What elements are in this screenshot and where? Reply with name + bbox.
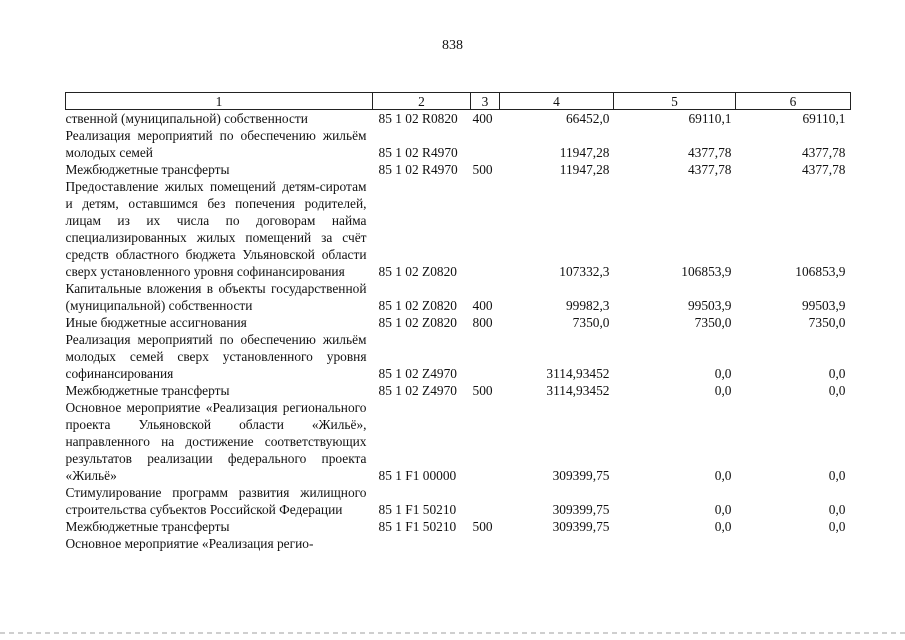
row-value-col5: 106853,9 (681, 264, 732, 279)
table-row (66, 314, 851, 331)
row-expense-type (471, 331, 500, 382)
row-value-col5: 0,0 (714, 468, 732, 483)
row-name: Межбюджетные трансферты (65, 519, 230, 534)
table-row (66, 484, 851, 518)
row-value-col6: 0,0 (828, 468, 846, 483)
table-row (66, 280, 851, 314)
row-value-col5: 7350,0 (694, 315, 732, 330)
row-code: 85 1 02 R4970 (378, 145, 458, 160)
row-value-col5: 0,0 (714, 502, 732, 517)
row-code: 85 1 F1 00000 (378, 468, 457, 483)
row-value-col5: 0,0 (714, 519, 732, 534)
row-value-col6: 7350,0 (808, 315, 846, 330)
scan-edge-artifact (0, 632, 905, 634)
header-col-4: 4 (500, 93, 614, 110)
row-expense-type (471, 484, 500, 518)
row-value-col4: 7350,0 (572, 315, 610, 330)
row-code: 85 1 02 R4970 (378, 162, 458, 177)
table-row (66, 110, 851, 128)
table-header (66, 93, 851, 110)
row-value-col4: 3114,93452 (546, 383, 610, 398)
row-name: Основное мероприятие «Реализация регионального проекта Ульяновской области «Жильё», направленного на достижение соответствующих результатов реализации федерального проекта «Жильё» (65, 400, 367, 483)
row-code: 85 1 F1 50210 (378, 502, 457, 517)
row-value-col5: 4377,78 (687, 162, 732, 177)
header-col-1: 1 (66, 93, 373, 110)
row-expense-type (471, 178, 500, 280)
row-value-col6: 4377,78 (801, 145, 846, 160)
row-code: 85 1 F1 50210 (378, 519, 457, 534)
row-value-col5 (614, 535, 736, 552)
row-value-col5: 0,0 (714, 366, 732, 381)
row-code: 85 1 02 Z4970 (378, 383, 457, 398)
table-row (66, 399, 851, 484)
row-expense-type: 400 (472, 111, 493, 126)
row-value-col4: 309399,75 (552, 468, 610, 483)
row-name: Реализация мероприятий по обеспечению жильём молодых семей (65, 128, 367, 160)
row-value-col4: 66452,0 (565, 111, 610, 126)
row-value-col6: 69110,1 (802, 111, 846, 126)
header-col-2: 2 (373, 93, 471, 110)
row-value-col4: 3114,93452 (546, 366, 610, 381)
row-value-col4: 99982,3 (565, 298, 610, 313)
table-row (66, 535, 851, 552)
table-body (66, 110, 851, 553)
row-value-col6: 0,0 (828, 519, 846, 534)
row-code: 85 1 02 Z0820 (378, 264, 457, 279)
row-value-col5: 99503,9 (687, 298, 732, 313)
row-code: 85 1 02 R0820 (378, 111, 458, 126)
row-expense-type (471, 127, 500, 161)
row-value-col5: 69110,1 (688, 111, 732, 126)
row-expense-type: 500 (472, 162, 493, 177)
row-name: ственной (муниципальной) собственности (65, 111, 308, 126)
row-value-col4: 309399,75 (552, 519, 610, 534)
row-expense-type: 500 (472, 519, 493, 534)
table-row (66, 161, 851, 178)
row-value-col6: 0,0 (828, 502, 846, 517)
row-value-col5: 0,0 (714, 383, 732, 398)
budget-table (65, 92, 851, 552)
row-name: Капитальные вложения в объекты государственной (муниципальной) собственности (65, 281, 367, 313)
row-expense-type: 800 (472, 315, 493, 330)
row-code: 85 1 02 Z0820 (378, 298, 457, 313)
page-number: 838 (442, 38, 463, 53)
table-row (66, 518, 851, 535)
row-name: Межбюджетные трансферты (65, 383, 230, 398)
row-value-col5: 4377,78 (687, 145, 732, 160)
row-value-col4: 309399,75 (552, 502, 610, 517)
row-value-col4: 11947,28 (559, 162, 610, 177)
row-value-col4: 11947,28 (559, 145, 610, 160)
row-expense-type (471, 535, 500, 552)
table-row (66, 331, 851, 382)
header-row (66, 93, 851, 110)
row-value-col6: 106853,9 (795, 264, 846, 279)
row-expense-type (471, 399, 500, 484)
row-value-col6: 0,0 (828, 383, 846, 398)
row-expense-type: 400 (472, 298, 493, 313)
row-name: Иные бюджетные ассигнования (65, 315, 247, 330)
row-code (373, 535, 471, 552)
row-value-col4 (500, 535, 614, 552)
row-name: Реализация мероприятий по обеспечению жильём молодых семей сверх установленного уровня софинансирования (65, 332, 367, 381)
row-code: 85 1 02 Z4970 (378, 366, 457, 381)
row-name: Основное мероприятие «Реализация регио- (65, 536, 314, 551)
table-row (66, 382, 851, 399)
table-row (66, 178, 851, 280)
header-col-5: 5 (614, 93, 736, 110)
header-col-6: 6 (736, 93, 851, 110)
row-name: Предоставление жилых помещений детям-сиротам и детям, оставшимся без попечения родителей, лицам из их числа по договорам найма специализированных жилых помещений за счёт средств областного бюджета Ульяновской области сверх установленного уровня софинансирования (65, 179, 367, 279)
row-name: Стимулирование программ развития жилищного строительства субъектов Российской Федерации (65, 485, 367, 517)
table-row (66, 127, 851, 161)
row-value-col4: 107332,3 (559, 264, 610, 279)
row-code: 85 1 02 Z0820 (378, 315, 457, 330)
header-col-3: 3 (471, 93, 500, 110)
row-value-col6 (736, 535, 851, 552)
row-name: Межбюджетные трансферты (65, 162, 230, 177)
row-value-col6: 0,0 (828, 366, 846, 381)
row-value-col6: 4377,78 (801, 162, 846, 177)
row-expense-type: 500 (472, 383, 493, 398)
row-value-col6: 99503,9 (801, 298, 846, 313)
